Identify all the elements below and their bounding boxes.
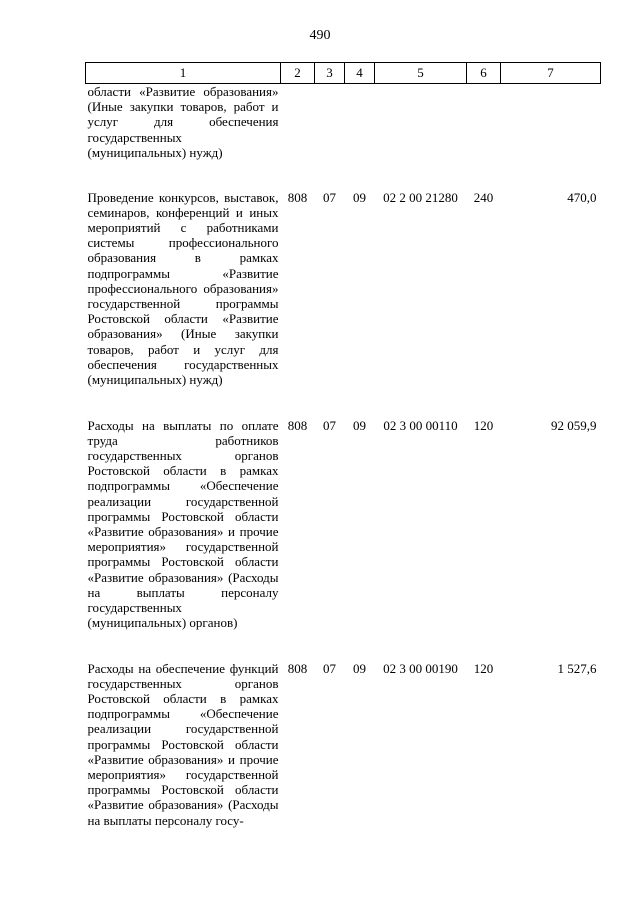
row-amount: 92 059,9 — [551, 417, 597, 433]
row-amount — [501, 84, 601, 190]
row-target-article: 02 3 00 00110 — [383, 417, 458, 433]
row-target-article: 02 2 00 21280 — [383, 189, 458, 205]
row-section-code — [315, 84, 345, 190]
row-subsection-code: 09 — [353, 417, 366, 433]
row-target-article — [375, 84, 467, 190]
row-description: Расходы на выплаты по оплате труда работников государственных органов Ростовской области в рамках подпрограммы «Обеспечение реализации государственной программы Ростовской области «Развитие образования» и прочие мероприятия» государственной программы Ростовской области «Развитие образования» (Расходы на выплаты персоналу государственных (муниципальных) органов) — [87, 417, 279, 631]
row-target-article: 02 3 00 00190 — [383, 660, 458, 676]
row-ministry-code — [281, 84, 315, 190]
table-row — [86, 418, 601, 661]
page-number: 490 — [309, 28, 331, 43]
budget-table — [85, 62, 601, 828]
row-expense-type: 240 — [473, 189, 494, 205]
row-description: Расходы на обеспечение функций государственных органов Ростовской области в рамках подпрограммы «Обеспечение реализации государственной программы Ростовской области «Развитие образования» и прочие мероприятия» государственной программы Ростовской области «Развитие образования» (Расходы на выплаты персоналу госу- — [87, 660, 279, 828]
table-row — [86, 84, 601, 190]
row-section-code: 07 — [323, 660, 336, 676]
row-amount: 470,0 — [567, 189, 597, 205]
row-expense-type: 120 — [473, 660, 494, 676]
table-row — [86, 661, 601, 828]
table-row — [86, 190, 601, 418]
row-amount: 1 527,6 — [557, 660, 597, 676]
col-header-1: 1 — [86, 63, 281, 84]
row-subsection-code: 09 — [353, 189, 366, 205]
row-ministry-code: 808 — [287, 417, 308, 433]
row-description: области «Развитие образования» (Иные закупки товаров, работ и услуг для обеспечения государственных (муниципальных) нужд) — [87, 84, 279, 160]
row-section-code: 07 — [323, 189, 336, 205]
row-subsection-code — [345, 84, 375, 190]
col-header-3: 3 — [315, 63, 345, 84]
col-header-4: 4 — [345, 63, 375, 84]
row-section-code: 07 — [323, 417, 336, 433]
col-header-2: 2 — [281, 63, 315, 84]
row-description: Проведение конкурсов, выставок, семинаров, конференций и иных мероприятий с работниками системы профессионального образования в рамках подпрограммы «Развитие профессионального образования» государственной программы Ростовской области «Развитие образования» (Иные закупки товаров, работ и услуг для обеспечения государственных (муниципальных) нужд) — [87, 189, 279, 387]
row-expense-type: 120 — [473, 417, 494, 433]
col-header-6: 6 — [467, 63, 501, 84]
row-subsection-code: 09 — [353, 660, 366, 676]
row-ministry-code: 808 — [287, 189, 308, 205]
col-header-5: 5 — [375, 63, 467, 84]
row-ministry-code: 808 — [287, 660, 308, 676]
row-expense-type — [467, 84, 501, 190]
header-row — [86, 63, 601, 84]
col-header-7: 7 — [501, 63, 601, 84]
